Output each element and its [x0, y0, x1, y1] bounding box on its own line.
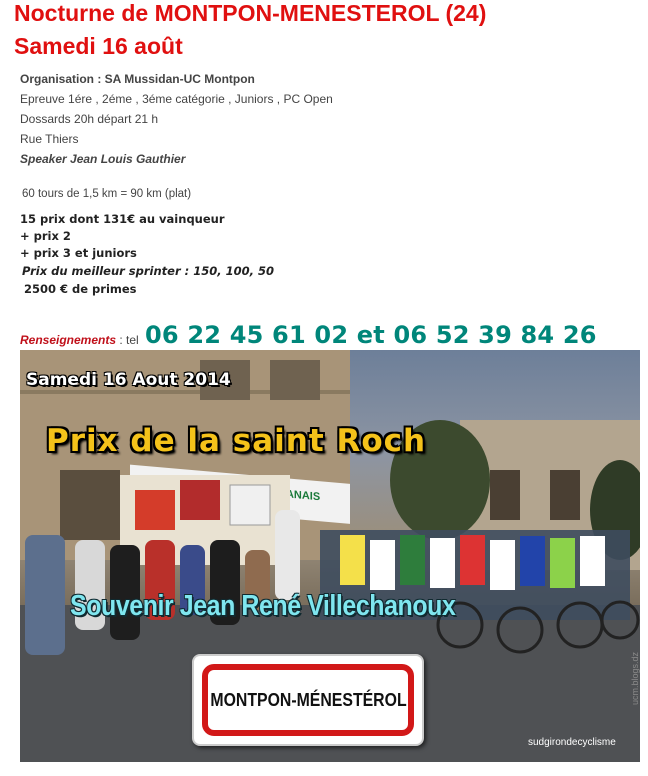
page-title: Nocturne de MONTPON-MENESTEROL (24): [14, 0, 487, 26]
poster-title: Prix de la saint Roch: [46, 423, 427, 459]
dossards-text: Dossards 20h départ 21 h: [20, 112, 159, 126]
prix-item: 2500 € de primes: [24, 282, 137, 296]
event-poster: [20, 350, 640, 762]
watermark-text: ucm.blogs.dz: [630, 651, 640, 705]
prix-item: + prix 2: [20, 229, 71, 243]
rue-text: Rue Thiers: [20, 132, 79, 146]
speaker-text: Speaker Jean Louis Gauthier: [20, 152, 186, 166]
town-sign-text: MONTPON-MÉNESTÉROL: [209, 689, 407, 710]
organisation-text: Organisation : SA Mussidan-UC Montpon: [20, 72, 255, 86]
prix-item: + prix 3 et juniors: [20, 246, 137, 260]
town-sign-border: [202, 664, 414, 736]
window: [270, 360, 320, 400]
poster-date: Samedi 16 Aout 2014: [26, 370, 231, 390]
tel-label: : tel: [116, 333, 139, 347]
epreuve-text: Epreuve 1ére , 2éme , 3éme catégorie , Juniors , PC Open: [20, 92, 333, 106]
phone-numbers[interactable]: 06 22 45 61 02 et 06 52 39 84 26: [145, 321, 597, 349]
prix-item: 15 prix dont 131€ au vainqueur: [20, 212, 225, 226]
prix-item: Prix du meilleur sprinter : 150, 100, 50: [22, 264, 275, 278]
event-date: Samedi 16 août: [14, 33, 183, 59]
town-sign: [192, 654, 424, 746]
photo-credit: sudgirondecyclisme: [528, 737, 616, 748]
contact-label-text: Renseignements: [20, 333, 117, 347]
poster-souvenir: Souvenir Jean René Villechanoux: [70, 590, 456, 622]
contact-label: [20, 333, 139, 347]
distance-text: 60 tours de 1,5 km = 90 km (plat): [22, 188, 192, 200]
window: [60, 470, 120, 540]
